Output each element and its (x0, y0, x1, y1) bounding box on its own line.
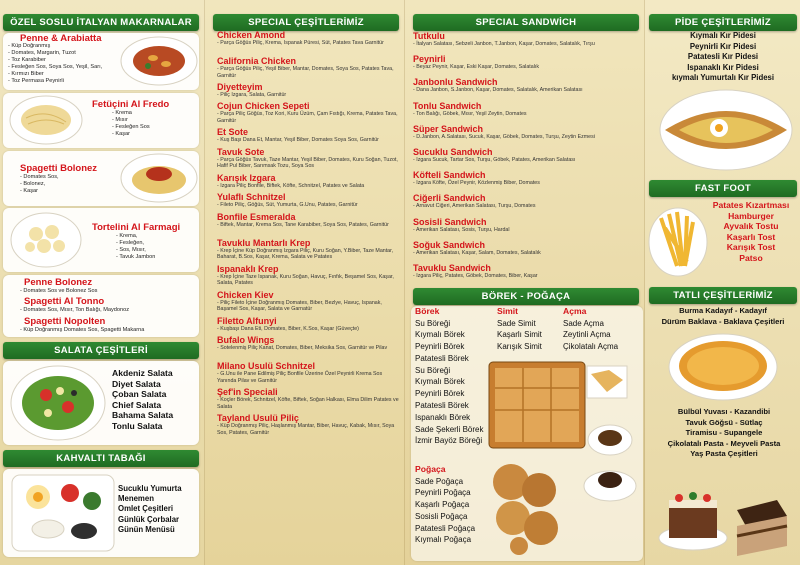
special-item-name: Et Sote (217, 127, 249, 138)
sandwich-item-name: Köfteli Sandwich (413, 170, 486, 181)
sandwich-item-desc: - Izgara Piliç, Patates, Göbek, Domates, Biber, Kaşar (413, 273, 538, 279)
italian-item-title: Spagetti Bolonez (20, 163, 98, 174)
sandwich-item (413, 263, 643, 280)
sandwich-item (413, 240, 643, 257)
sandwich-item-desc: - Izgara Köfte, Özel Peynir, Közlenmiş Biber, Domates (413, 180, 540, 187)
salad-image (8, 363, 108, 443)
special-item-name: Ispanaklı Krep (217, 263, 279, 274)
special-header: SPECIAL ÇEŞİTLERİMİZ (213, 14, 399, 31)
italian-item-title: Spagetti Al Tonno (24, 296, 105, 307)
special-item (217, 147, 399, 170)
special-item-name: Bonfile Esmeralda (217, 211, 296, 222)
special-item-desc: - Piliç Fileto İçine Doğranmış Domates, Biber, Bezlye, Havuç, Ispanak, Başamel Sos, Kaşar, Salata ve Garnatür (217, 299, 382, 313)
sandwich-item-name: Sosisli Sandwich (413, 216, 487, 227)
italian-item-desc: - Krema - Mısır - Fesleğen Sos - Kaşar (112, 110, 150, 137)
special-item (217, 192, 399, 209)
fastfood-list: Patates Kızartması Hamburger Ayvalık Tostu Kaşarlı Tost Karışık Tost Patso (712, 200, 790, 263)
borek-row: Kaşarlı Poğaça (415, 500, 470, 510)
special-item-desc: - Koçler Börek, Schnitzel, Köfte, Biftek, Soğan Halkası, Elma Dilim Patates ve Salata (217, 397, 399, 410)
special-item-name: Milano Usulü Schnitzel (217, 361, 316, 371)
special-item-desc: - Piliç Izgara, Salata, Garnitür (217, 92, 287, 98)
special-item (217, 387, 399, 410)
borek-row: Su Böreği (415, 365, 451, 375)
salata-list: Akdeniz Salata Diyet Salata Çoban Salata Chief Salata Bahama Salata Tonlu Salata (112, 368, 174, 431)
special-item (217, 413, 399, 436)
special-item-desc: - Parça Göğüs Tavuk, Taze Mantar, Yeşil Biber, Domates, Kuru Soğan, Tuzot, Hafif Pul Biber, Sarımsak Tozu, Soya Sos (217, 156, 398, 170)
borek-row: Sade Poğaça (415, 476, 464, 486)
sandwich-item (413, 31, 643, 48)
special-item-name: Filetto Alfunyi (217, 315, 277, 326)
sandwich-header: SPECIAL SANDWİCH (413, 14, 639, 31)
pasta-plate-image (118, 34, 200, 88)
borek-row: Kıymalı Börek (415, 330, 465, 340)
borek-row: Kaşarlı Simit (497, 330, 542, 340)
sandwich-item (413, 170, 643, 187)
special-item (217, 238, 399, 261)
special-item-desc: - Sotelenmiş Piliç Kanat, Domates, Biber, Meksika Sos, Garnitür ve Pilav (217, 345, 388, 351)
borek-row: İzmir Bayöz Böreği (415, 436, 483, 446)
borek-row: Sade Açma (563, 318, 604, 328)
special-item-name: Cojun Chicken Sepeti (217, 101, 310, 112)
special-item (217, 335, 399, 352)
special-item-desc: - Krep İçine Küp Doğranmış Izgara Piliç, Kuru Soğan, Y.Biber, Taze Mantar, Baharat, B.Sos, Kaşar, Krema, Salata ve Patates (217, 247, 394, 261)
borek-row: Karışık Simit (497, 342, 542, 352)
sandwich-item-desc: - Beyaz Peynir, Kaşar, Eski Kaşar, Domates, Salatalık (413, 64, 540, 71)
sandwich-item-name: Ciğerli Sandwich (413, 193, 486, 204)
acma-rows (563, 318, 643, 353)
simit-rows (497, 318, 567, 353)
sandwich-item-desc: - Ton Balığı, Göbek, Mısır, Yeşil Zeytin, Domates (413, 110, 527, 117)
sandwich-item (413, 54, 643, 71)
borek-row: Sosisli Poğaça (415, 511, 468, 521)
sandwich-item (413, 124, 643, 141)
pide-header: PİDE ÇEŞİTLERİMİZ (649, 14, 797, 31)
borek-row: Su Böreği (415, 318, 451, 328)
sandwich-item-desc: - Amerikan Salatası, Sosis, Turşu, Hardal (413, 226, 510, 233)
italian-item-title: Fetüçini Al Fredo (92, 99, 170, 110)
sandwich-item-name: Peynirli (413, 54, 446, 65)
kadayif-image (667, 332, 779, 402)
special-item-desc: - Parça Piliç Göğüs, Toz Kori, Kuru Üzüm, Çam Fıstığı, Krema, Patates Tava, Garnitür (217, 111, 398, 124)
special-item (217, 173, 399, 190)
special-item-name: Karışık Izgara (217, 172, 276, 183)
special-item-name: Tayland Usulü Piliç (217, 413, 299, 423)
simit-col (497, 306, 567, 353)
special-item (217, 290, 399, 313)
pogaca-title: Poğaça (415, 464, 446, 474)
sandwich-item-desc: - Izgara Sucuk, Tartar Sos, Turşu, Göbek, Patates, Amerikan Salatası (413, 157, 576, 163)
special-item-desc: - Parça Göğüs Piliç, Yeşil Biber, Mantar, Domates, Soya Sos, Patates Tava, Garnitür (217, 66, 394, 79)
special-item-desc: - Parça Göğüs Piliç, Krema, Ispanak Püresi, Süt, Patates Tava Garnitür (217, 40, 384, 46)
tatli-top: Burma Kadayıf - Kadayıf Dürüm Baklava - Baklava Çeşitleri (661, 306, 785, 326)
sandwich-item-desc: - Amerikan Salatası, Kaşar, Salam, Domates, Salatalık (413, 249, 541, 256)
sandwich-item-name: Soğuk Sandwich (413, 239, 486, 250)
sandwich-item (413, 101, 643, 118)
panel-italian (0, 0, 205, 565)
special-item (217, 127, 399, 144)
special-item-name: Tavuklu Mantarlı Krep (217, 237, 311, 248)
fettuccine-image (8, 94, 84, 146)
borek-tray-image (485, 358, 590, 454)
italian-item-desc: - Domates Sos, - Bolonez, - Kaşar (20, 174, 59, 194)
special-item-name: Şef'in Speciali (217, 387, 278, 397)
sandwich-item-desc: - D.Janbon, A.Salatası, Sucuk, Kaşar, Göbek, Domates, Turşu, Zeytin Ezmesi (413, 133, 595, 140)
sandwich-item-name: Süper Sandwich (413, 123, 484, 134)
italian-item-desc: - Küp Doğranmış Domates Sos, Spagetti Makarna (20, 327, 145, 333)
borek-row: Zeytinli Açma (563, 330, 611, 340)
sandwich-item-desc: - Dana Janbon, S.Janbon, Kaşar, Domates, Salatalık, Amerikan Salatası (413, 87, 583, 94)
borek-header: BÖREK - POĞAÇA (413, 288, 639, 305)
kahvalti-list: Sucuklu Yumurta Menemen Omlet Çeşitleri Günlük Çorbalar Günün Menüsü (118, 484, 182, 534)
coffee-image (581, 460, 639, 504)
sandwich-item (413, 193, 643, 210)
sandwich-item-name: Tonlu Sandwich (413, 100, 482, 111)
italian-item-title: Penne & Arabiatta (20, 33, 102, 44)
simit-plate-image (585, 418, 635, 458)
sandwich-item-name: Tutkulu (413, 31, 445, 41)
special-item (217, 56, 399, 79)
acma-image (583, 360, 631, 404)
special-item (217, 264, 399, 287)
special-item-desc: - Fileto Piliç, Göğüs, Süt, Yumurta, G.Unu, Patates, Garnitür (217, 202, 358, 209)
special-item-name: Yulaflı Schnitzel (217, 192, 286, 203)
borek-row: Peynirli Börek (415, 342, 465, 352)
fries-image (647, 198, 709, 282)
italian-item-title: Penne Bolonez (24, 277, 93, 288)
panel-right (645, 0, 800, 565)
borek-row: Çikolatalı Açma (563, 342, 619, 352)
sandwich-item (413, 77, 643, 94)
special-item-name: Chicken Kiev (217, 289, 274, 300)
special-item-desc: - Krep İçine Taze Ispanak, Kuru Soğan, Havuç, Fınfık, Beşamel Sos, Kaşar, Salata, Patates (217, 273, 394, 287)
special-item (217, 212, 399, 229)
special-item (217, 361, 399, 384)
sandwich-item-name: Janbonlu Sandwich (413, 77, 498, 88)
borek-row: Sade Şekerli Börek (415, 424, 484, 434)
pide-image (657, 86, 795, 172)
pogaca-image (489, 460, 563, 556)
borek-row: Kıymalı Börek (415, 377, 465, 387)
special-item-name: California Chicken (217, 56, 297, 66)
panel-sandwich (405, 0, 645, 565)
sandwich-item (413, 217, 643, 234)
special-item-name: Chicken Amond (217, 30, 286, 40)
special-item-desc: - G.Unu ile Pane Edilmiş Piliç Bonfile Üzerine Özel Peynirli Krema Sos Yanında Pilav ve Garnitür (217, 371, 383, 384)
special-item (217, 30, 399, 47)
sandwich-item-desc: - Arnavut Ciğeri, Amerikan Salatası, Turşu, Domates (413, 203, 536, 210)
acma-col (563, 306, 643, 353)
spaghetti-image (118, 152, 200, 204)
sandwich-item (413, 147, 643, 164)
borek-row: Sade Simit (497, 318, 536, 328)
sandwich-item-name: Sucuklu Sandwich (413, 147, 493, 157)
special-item (217, 82, 399, 99)
borek-row: Patatesli Börek (415, 401, 469, 411)
panel-special (205, 0, 405, 565)
tortellini-image (8, 210, 84, 270)
special-item-name: Tavuk Sote (217, 146, 265, 157)
simit-title: Simit (497, 306, 519, 316)
pogaca-col (415, 464, 497, 546)
cake-image (653, 480, 793, 562)
italian-item-desc: - Domates Sos ve Bolonez Sos (20, 288, 98, 294)
borek-row: Peynirli Poğaça (415, 488, 471, 498)
special-item-name: Bufalo Wings (217, 335, 275, 345)
tatli-header: TATLI ÇEŞİTLERİMİZ (649, 287, 797, 304)
sandwich-item-desc: - İtalyan Salatası, Sebzeli Janbon, T.Janbon, Kaşar, Domates, Salatalık, Tırşu (413, 41, 595, 47)
pide-list: Kıymalı Kır Pidesi Peynirli Kır Pidesi Patatesli Kır Pidesi Ispanaklı Kır Pidesi kıymalı Yumurtalı Kır Pidesi (671, 31, 775, 82)
sandwich-item-name: Tavuklu Sandwich (413, 263, 491, 273)
acma-title: Açma (563, 306, 587, 316)
italian-item-desc: - Küp Doğranmış - Domates, Margarin, Tuzot - Toz Karabiber - Fesleğen Sos, Soya Sos, Yeşil, Sarı, - Kırmızı Biber - Toz Permasa Peynirli (8, 43, 103, 84)
fastfood-header: FAST FOOT (649, 180, 797, 197)
italian-item-title: Tortelini Al Farmagi (92, 222, 181, 233)
italian-item-desc: - Domates Sos, Mısır, Ton Balığı, Maydonoz (20, 307, 130, 313)
special-item-desc: - Kuşbaşı Dana Eti, Domates, Biber, K.Sos, Kaşar (Güveçte) (217, 325, 359, 332)
borek-row: Peynirli Börek (415, 389, 465, 399)
borek-row: Ispanaklı Börek (415, 412, 471, 422)
italian-item-title: Spagetti Nopolten (24, 316, 106, 327)
italian-item-desc: - Krema, - Fesleğen, - Sos, Mısır, - Tavuk Jambon (116, 233, 156, 260)
special-item-desc: - Kuş Başı Dana Et, Mantar, Yeşil Biber, Domates Soya Sos, Garnitür (217, 137, 379, 144)
special-item-desc: - Biftek, Mantar, Krema Sos, Tane Karabiber, Soya Sos, Patates, Garnitür (217, 221, 389, 228)
special-item (217, 316, 399, 333)
breakfast-image (8, 471, 118, 555)
borek-row: Patatesli Börek (415, 353, 469, 363)
italian-header: ÖZEL SOSLU İTALYAN MAKARNALAR (3, 14, 199, 31)
special-item-name: Diyetteyim (217, 82, 263, 92)
salata-header: SALATA ÇEŞİTLERİ (3, 342, 199, 359)
borek-title: Börek (415, 306, 440, 316)
special-item-desc: - Izgara Piliç Bonfile, Biftek, Köfte, Schnitzel, Patates ve Salata (217, 182, 365, 189)
special-item (217, 101, 399, 124)
special-item-desc: - Küp Doğranmış Piliç, Haşlanmış Mantar, Biber, Havuç, Kabak, Mısır, Soya Sos, Patates, Garnitür (217, 423, 395, 436)
pogaca-rows (415, 476, 497, 547)
tatli-bottom: Bülbül Yuvası - Kazandibi Tavuk Göğsü - Sütlaç Tiramisu - Supangele Çikolatalı Pasta - Meyveli Pasta Yaş Pasta Çeşitleri (667, 407, 781, 459)
borek-row: Patatesli Poğaça (415, 523, 476, 533)
kahvalti-header: KAHVALTI TABAĞI (3, 450, 199, 467)
borek-row: Kıymalı Poğaça (415, 535, 472, 545)
